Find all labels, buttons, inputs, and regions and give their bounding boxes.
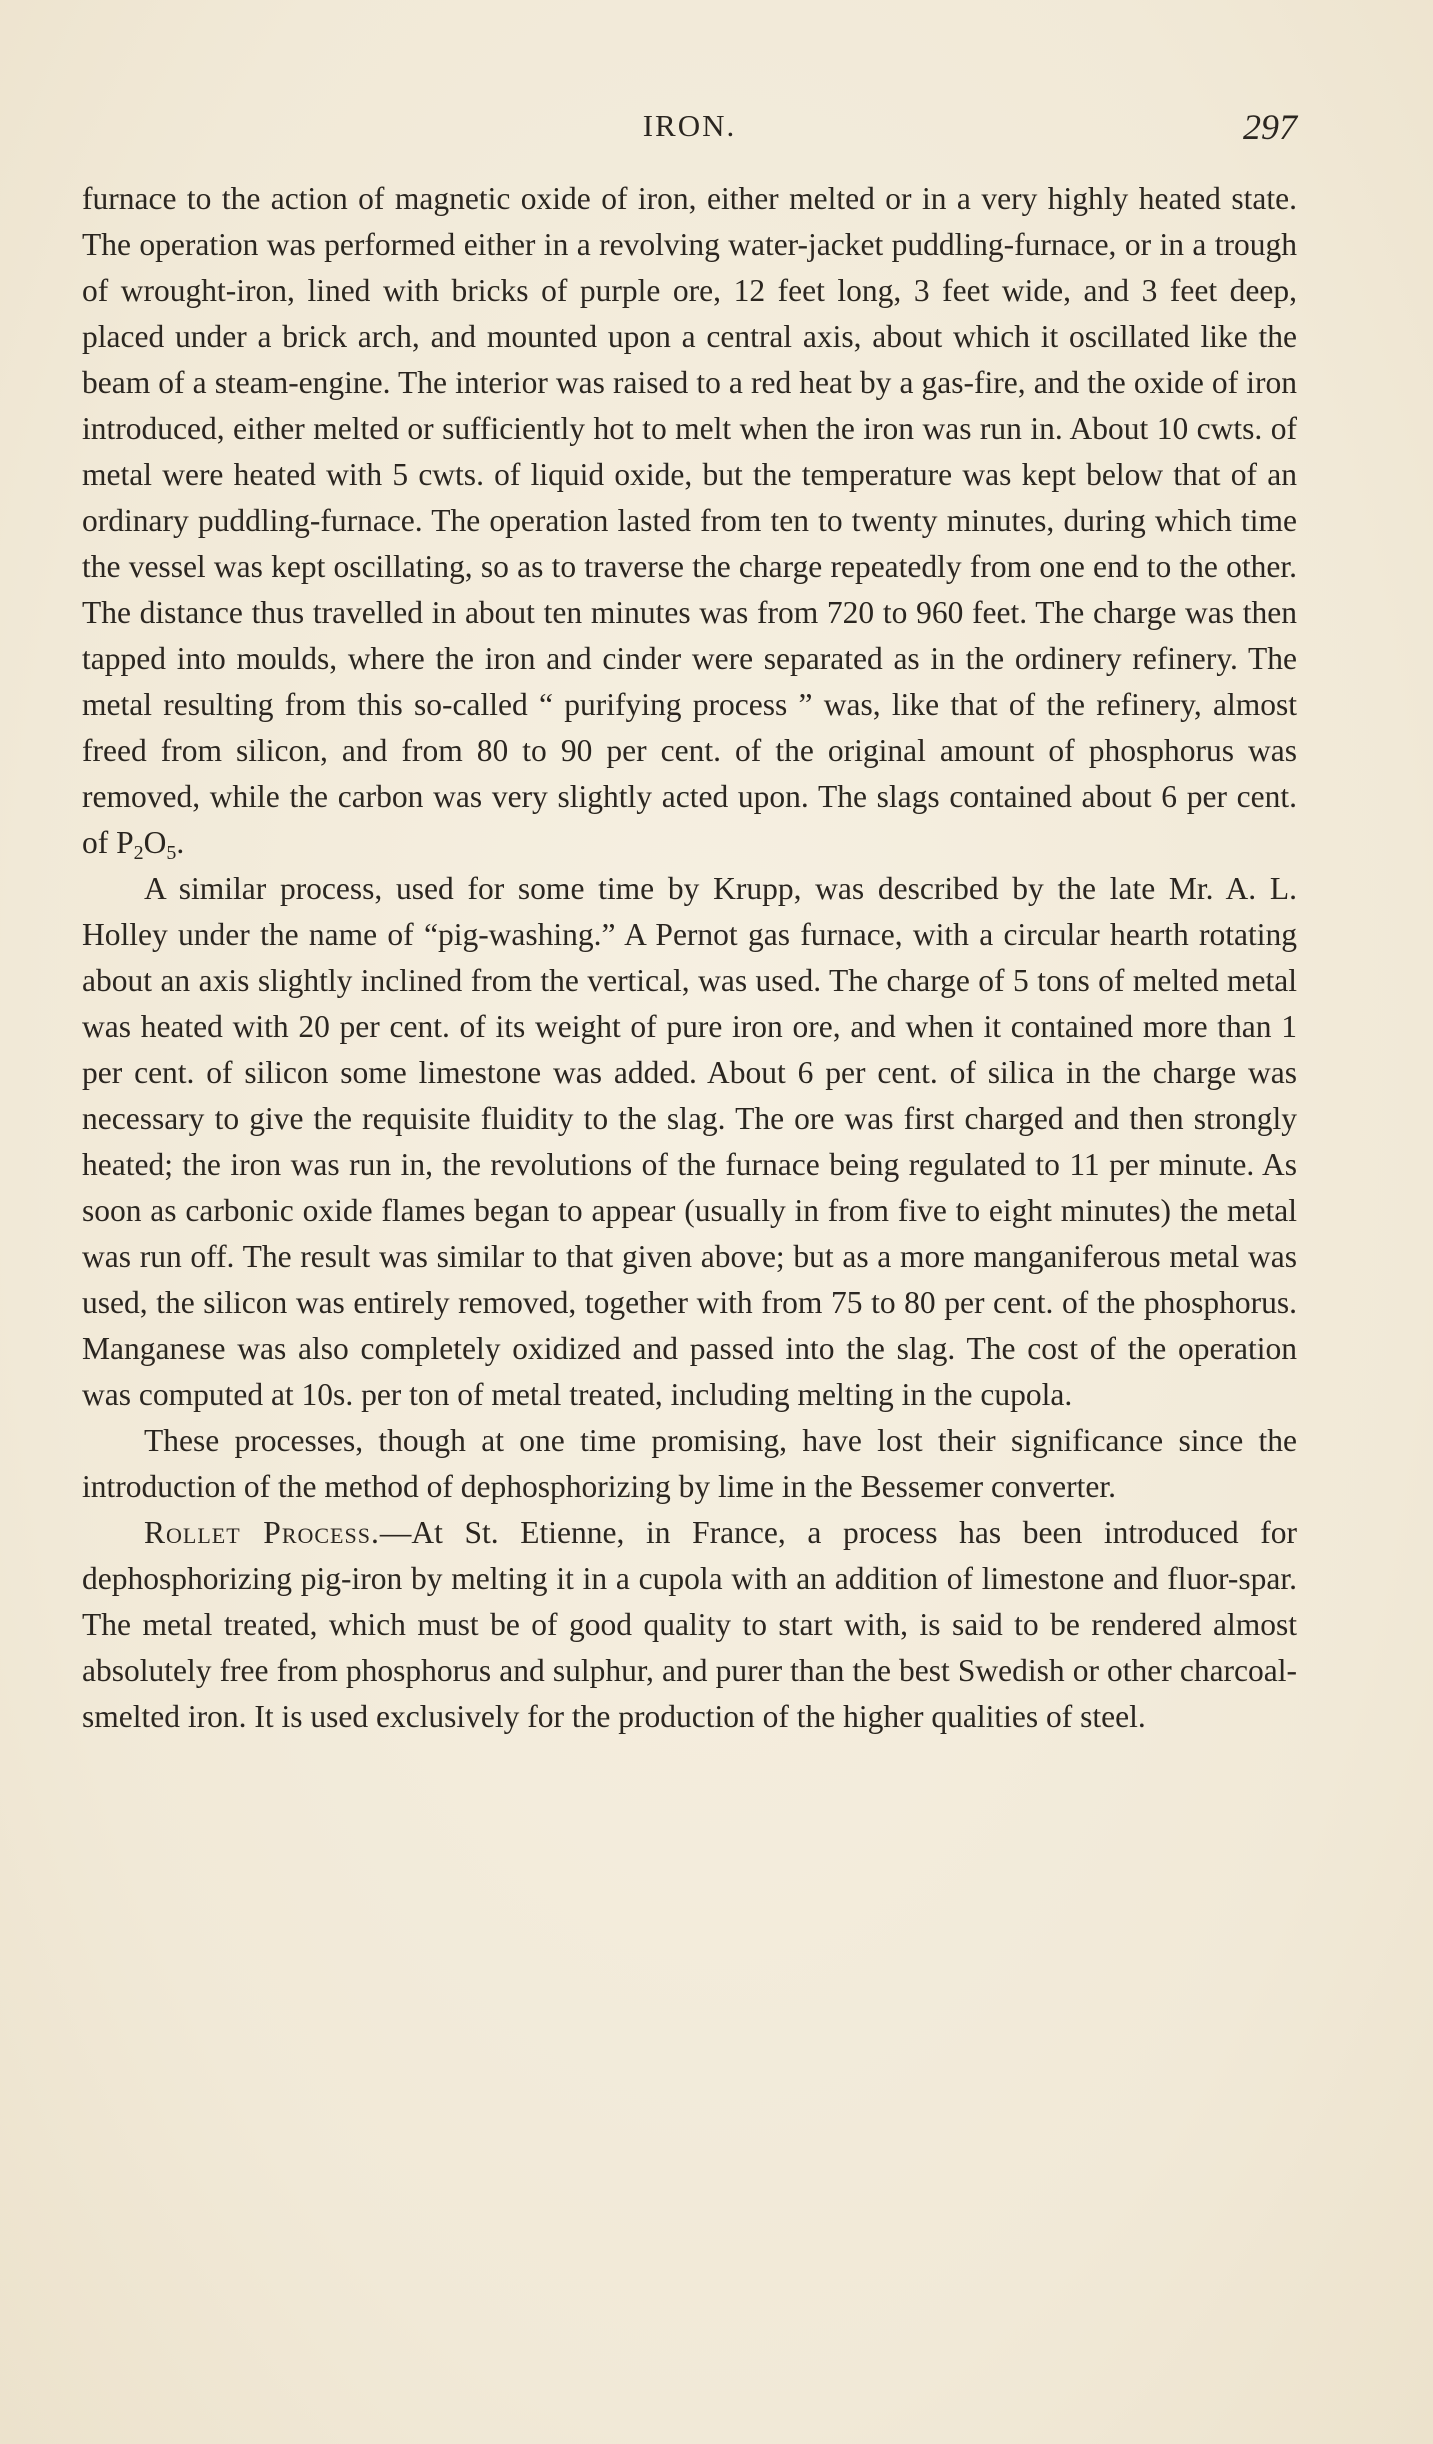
formula-oxygen: O [143,825,167,860]
paragraph-2: A similar process, used for some time by Krupp, was described by the late Mr. A. L. Holley under the name of “pig-washing.” A Pernot gas furnace, with a circular hearth rotating about an axis slightly inclined from the vertical, was used. The charge of 5 tons of melted metal was heated with 20 per cent. of its weight of pure iron ore, and when it contained more than 1 per cent. of silicon some limestone was added. About 6 per cent. of silica in the charge was necessary to give the requisite fluidity to the slag. The ore was first charged and then strongly heated; the iron was run in, the revolutions of the furnace being regulated to 11 per minute. As soon as carbonic oxide flames began to appear (usually in from five to eight minutes) the metal was run off. The result was similar to that given above; but as a more manganiferous metal was used, the silicon was entirely removed, together with from 75 to 80 per cent. of the phosphorus. Manganese was also completely oxidized and passed into the slag. The cost of the operation was computed at 10s. per ton of metal treated, including melting in the cupola. [82,871,1297,1412]
subscript-5: 5 [166,842,177,864]
running-head: IRON. [642,108,737,143]
page-number: 297 [1243,107,1297,147]
subscript-2: 2 [133,842,144,864]
paragraph-1-text: furnace to the action of magnetic oxide of iron, either melted or in a very highly heated state. The operation was performed either in a revolving water-jacket puddling-furnace, or in a trough of wrought-iron, lined with bricks of purple ore, 12 feet long, 3 feet wide, and 3 feet deep, placed under a brick arch, and mounted upon a central axis, about which it oscillated like the beam of a steam-engine. The interior was raised to a red heat by a gas-fire, and the oxide of iron introduced, either melted or sufficiently hot to melt when the iron was run in. About 10 cwts. of metal were heated with 5 cwts. of liquid oxide, but the temperature was kept below that of an ordinary puddling-furnace. The operation lasted from ten to twenty minutes, during which time the vessel was kept oscillating, so as to traverse the charge repeatedly from one end to the other. The distance thus travelled in about ten minutes was from 720 to 960 feet. The charge was then tapped into moulds, where the iron and cinder were separated as in the ordinery refinery. The metal resulting from this so-called “ purifying process ” was, like that of the refinery, almost freed from silicon, and from 80 to 90 per cent. of the original amount of phosphorus was removed, while the carbon was very slightly acted upon. The slags contained about 6 per cent. of P [82,181,1297,860]
formula-period: . [176,825,185,860]
paragraph-4-text: —At St. Etienne, in France, a process has been introduced for dephosphorizing pig-iron by melting it in a cupola with an addition of limestone and fluor-spar. The metal treated, which must be of good quality to start with, is said to be rendered almost absolutely free from phosphorus and sulphur, and purer than the best Swedish or other charcoal-smelted iron. It is used exclusively for the production of the higher qualities of steel. [82,1515,1297,1734]
section-heading-rollet-process: Rollet Process. [144,1515,380,1550]
page-header [82,108,1297,152]
paragraph-3: These processes, though at one time promising, have lost their significance since the introduction of the method of dephosphorizing by lime in the Bessemer converter. [82,1423,1297,1504]
paragraph-4 [82,1510,1297,1740]
body-text [82,176,1297,1740]
paragraph-1 [82,176,1297,866]
